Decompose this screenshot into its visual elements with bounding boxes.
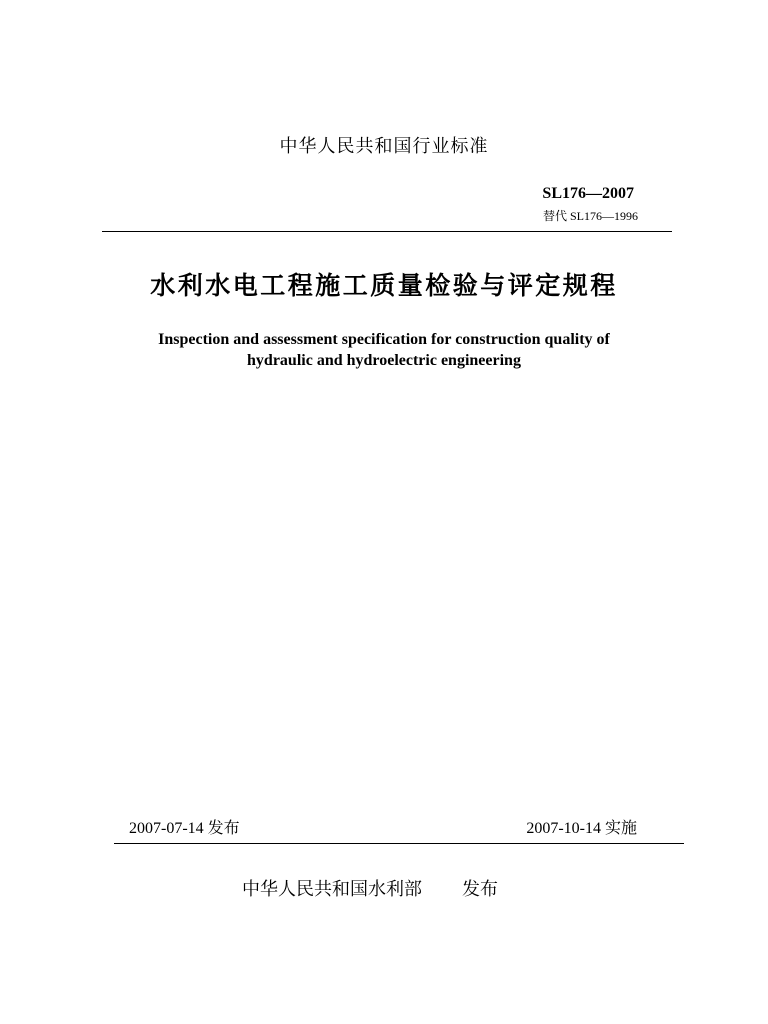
publisher-line	[242, 875, 498, 901]
bottom-divider	[114, 843, 684, 844]
document-title-chinese: 水利水电工程施工质量检验与评定规程	[150, 271, 618, 300]
publisher-action: 发布	[462, 879, 498, 900]
publisher-name: 中华人民共和国水利部	[242, 879, 422, 900]
standard-category: 中华人民共和国行业标准	[279, 136, 489, 157]
title-english-line-2: hydraulic and hydroelectric engineering	[247, 352, 521, 369]
standard-number: SL176—2007	[542, 185, 634, 202]
title-english-line-1: Inspection and assessment specification for construction quality of	[158, 331, 610, 348]
document-title-english	[0, 329, 768, 371]
top-divider	[102, 231, 672, 232]
replaces-standard: 替代 SL176—1996	[542, 209, 638, 223]
implementation-date: 2007-10-14 实施	[526, 820, 637, 837]
issue-date: 2007-07-14 发布	[129, 820, 240, 837]
